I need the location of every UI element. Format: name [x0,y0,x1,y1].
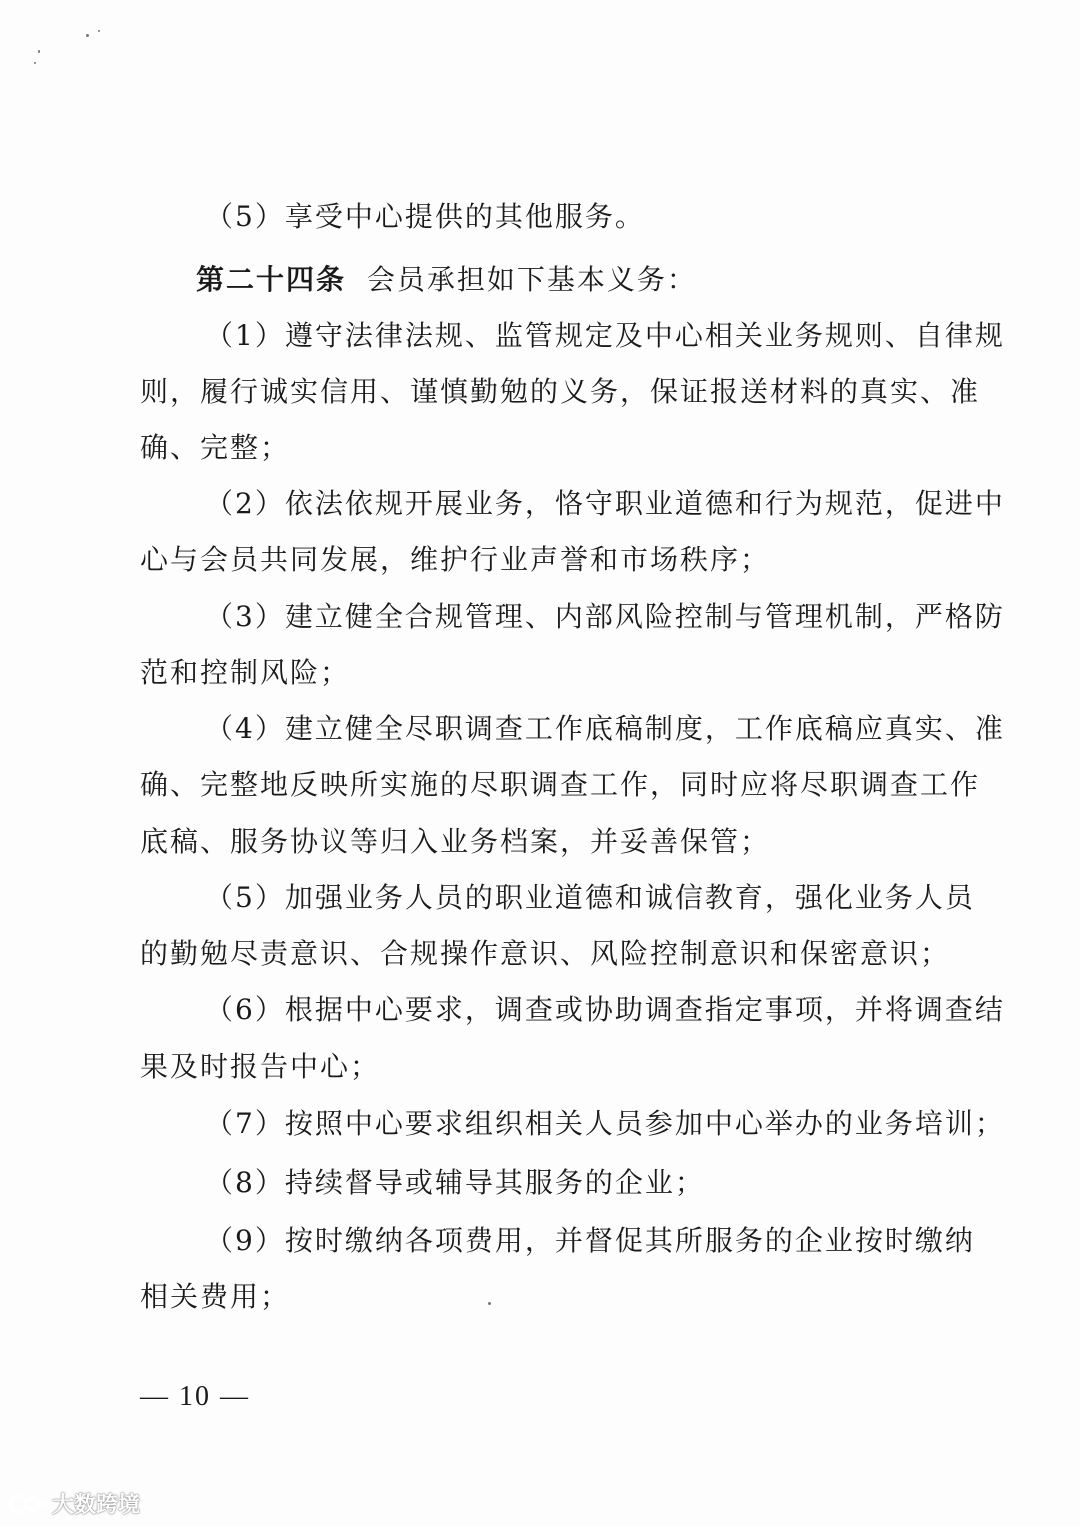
text-line: （7）按照中心要求组织相关人员参加中心举办的业务培训； [205,1107,1005,1140]
page-number: — 10 — [140,1381,250,1412]
text-line: （5）享受中心提供的其他服务。 [205,200,645,233]
article-text: 会员承担如下基本义务： [366,263,697,296]
text-line: （9）按时缴纳各项费用，并督促其所服务的企业按时缴纳 [205,1224,975,1257]
watermark-text: 大数跨境 [52,1493,141,1518]
watermark-logo-icon [8,1491,48,1517]
text-line: 确、完整； [140,431,291,464]
scan-speck [38,50,40,53]
text-line: 心与会员共同发展，维护行业声誉和市场秩序； [140,543,771,576]
text-line: 则，履行诚实信用、谨慎勤勉的义务，保证报送材料的真实、准 [140,375,981,408]
article-heading: 第二十四条 [196,263,347,296]
text-line: （3）建立健全合规管理、内部风险控制与管理机制，严格防 [205,600,1005,633]
text-line: 底稿、服务协议等归入业务档案，并妥善保管； [140,825,771,858]
text-line: 相关费用； [140,1280,291,1313]
text-line: 确、完整地反映所实施的尽职调查工作，同时应将尽职调查工作 [140,768,981,801]
scan-speck [98,30,100,32]
text-line: （8）持续督导或辅导其服务的企业； [205,1166,705,1199]
text-line: 的勤勉尽责意识、合规操作意识、风险控制意识和保密意识； [140,937,951,970]
scan-speck [488,1302,491,1305]
text-line: 范和控制风险； [140,656,351,689]
article-line [196,260,697,300]
scan-speck [86,34,89,37]
text-line: （6）根据中心要求，调查或协助调查指定事项，并将调查结 [205,993,1005,1026]
text-line: （2）依法依规开展业务，恪守职业道德和行为规范，促进中 [205,487,1005,520]
text-line: （1）遵守法律法规、监管规定及中心相关业务规则、自律规 [205,319,1005,352]
text-line: （4）建立健全尽职调查工作底稿制度，工作底稿应真实、准 [205,712,1005,745]
scan-speck [34,62,36,64]
text-line: 果及时报告中心； [140,1050,381,1083]
text-line: （5）加强业务人员的职业道德和诚信教育，强化业务人员 [205,881,975,914]
watermark [8,1488,140,1519]
